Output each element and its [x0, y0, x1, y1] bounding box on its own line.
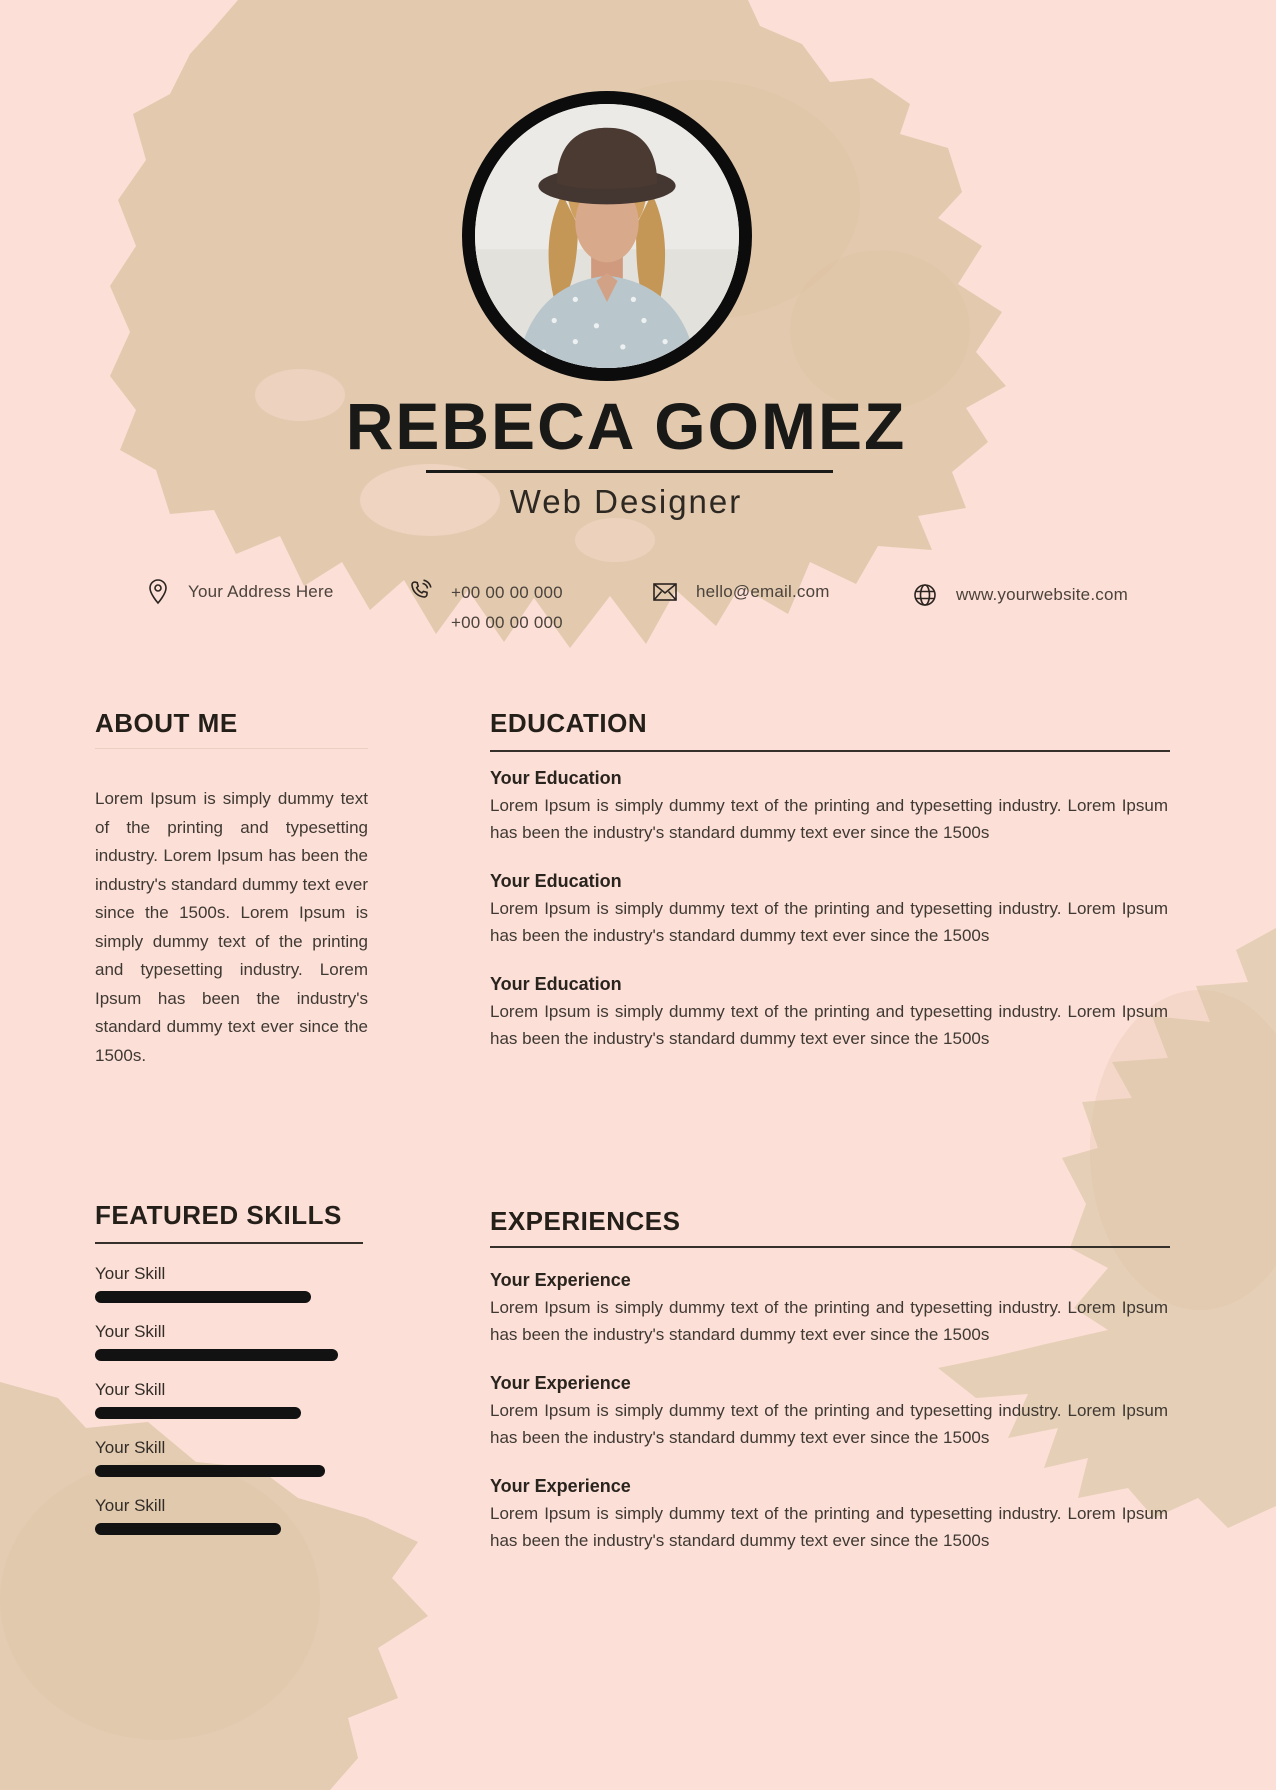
education-entry	[490, 871, 1168, 949]
experience-entry-text: Lorem Ipsum is simply dummy text of the printing and typesetting industry. Lorem Ipsum has been the industry's standard dummy text ever since the 1500s	[490, 1298, 1168, 1344]
contact-website	[912, 582, 1128, 608]
envelope-icon	[652, 582, 678, 602]
job-title: Web Designer	[509, 483, 743, 520]
skill-bar	[95, 1349, 338, 1361]
skill-item	[95, 1438, 368, 1477]
location-pin-icon	[146, 578, 170, 606]
contact-address	[146, 578, 333, 606]
skill-item	[95, 1322, 368, 1361]
contact-phone	[407, 578, 563, 638]
experience-entry-title: Your Experience	[490, 1270, 631, 1290]
education-entry-title: Your Education	[490, 871, 622, 891]
experiences-divider	[490, 1246, 1170, 1248]
skill-label: Your Skill	[95, 1322, 166, 1341]
education-entry-text: Lorem Ipsum is simply dummy text of the printing and typesetting industry. Lorem Ipsum has been the industry's standard dummy text ever since the 1500s	[490, 899, 1168, 945]
skill-label: Your Skill	[95, 1438, 166, 1457]
skills-divider	[95, 1242, 363, 1244]
contact-email	[652, 582, 830, 602]
education-list	[490, 768, 1168, 1077]
education-heading: EDUCATION	[490, 708, 648, 738]
profile-photo	[462, 91, 752, 381]
skill-label: Your Skill	[95, 1380, 166, 1399]
experience-entry-title: Your Experience	[490, 1476, 631, 1496]
phone-line-2: +00 00 00 000	[451, 613, 563, 632]
education-entry-title: Your Education	[490, 768, 622, 788]
skill-label: Your Skill	[95, 1496, 166, 1515]
phone-icon	[407, 578, 433, 604]
address-value: Your Address Here	[188, 582, 334, 601]
experience-entry	[490, 1270, 1168, 1348]
skill-item	[95, 1496, 368, 1535]
skill-bar	[95, 1407, 301, 1419]
education-divider	[490, 750, 1170, 752]
experience-entry-title: Your Experience	[490, 1373, 631, 1393]
name-underline	[426, 470, 833, 473]
skill-item	[95, 1380, 368, 1419]
splash-shade	[790, 250, 970, 410]
candidate-name: REBECA GOMEZ	[345, 389, 907, 463]
globe-icon	[912, 582, 938, 608]
phone-values	[451, 578, 563, 638]
education-entry	[490, 974, 1168, 1052]
education-entry-text: Lorem Ipsum is simply dummy text of the printing and typesetting industry. Lorem Ipsum has been the industry's standard dummy text ever since the 1500s	[490, 796, 1168, 842]
email-value[interactable]: hello@email.com	[696, 582, 830, 601]
splash-highlight	[575, 518, 655, 562]
skill-item	[95, 1264, 368, 1303]
about-divider	[95, 748, 368, 749]
education-entry-title: Your Education	[490, 974, 622, 994]
education-entry	[490, 768, 1168, 846]
skill-bar	[95, 1291, 311, 1303]
skill-bar	[95, 1465, 325, 1477]
profile-photo-illustration	[475, 104, 739, 368]
experience-entry-text: Lorem Ipsum is simply dummy text of the printing and typesetting industry. Lorem Ipsum has been the industry's standard dummy text ever since the 1500s	[490, 1401, 1168, 1447]
skills-heading: FEATURED SKILLS	[95, 1200, 342, 1230]
education-entry-text: Lorem Ipsum is simply dummy text of the printing and typesetting industry. Lorem Ipsum has been the industry's standard dummy text ever since the 1500s	[490, 1002, 1168, 1048]
skill-label: Your Skill	[95, 1264, 166, 1283]
about-heading: ABOUT ME	[95, 708, 238, 738]
experiences-heading: EXPERIENCES	[490, 1206, 681, 1236]
phone-line-1: +00 00 00 000	[451, 583, 563, 602]
skill-bar	[95, 1523, 281, 1535]
experience-entry	[490, 1476, 1168, 1554]
about-text: Lorem Ipsum is simply dummy text of the printing and typesetting industry. Lorem Ipsum has been the industry's standard dummy text ever since the 1500s. Lorem Ipsum is simply dummy text of the printing and typesetting industry. Lorem Ipsum has been the industry's standard dummy text ever since the 1500s.	[95, 789, 368, 1065]
experience-entry	[490, 1373, 1168, 1451]
experience-list	[490, 1270, 1168, 1579]
experience-entry-text: Lorem Ipsum is simply dummy text of the printing and typesetting industry. Lorem Ipsum has been the industry's standard dummy text ever since the 1500s	[490, 1504, 1168, 1550]
website-value[interactable]: www.yourwebsite.com	[956, 585, 1128, 604]
skill-list	[95, 1264, 368, 1554]
